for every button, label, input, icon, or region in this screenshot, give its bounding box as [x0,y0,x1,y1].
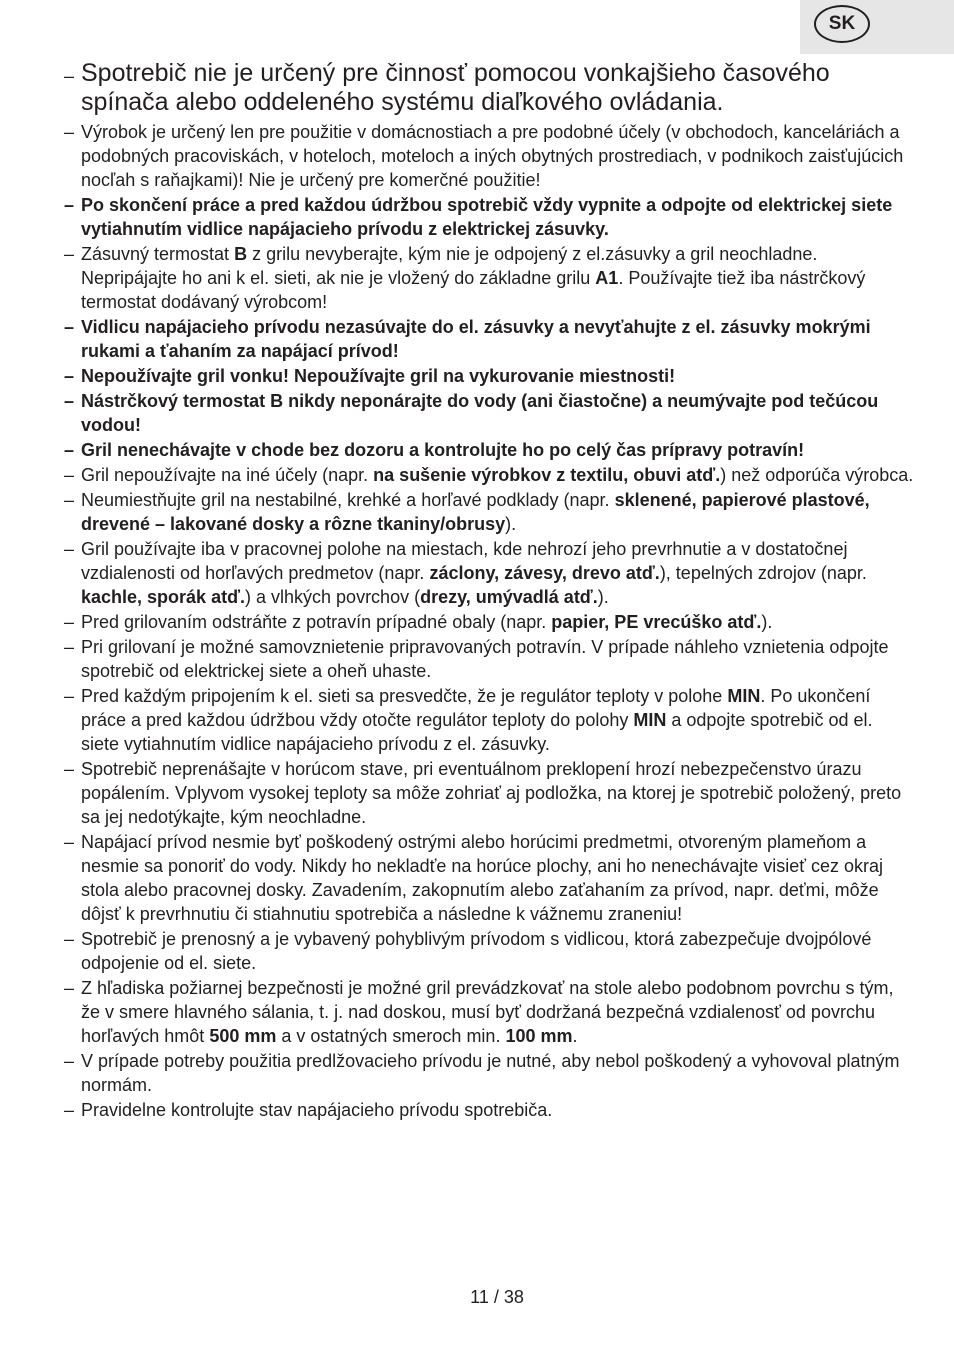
dash-bullet: – [64,122,75,142]
item-text: Gril nenechávajte v chode bez dozoru a kontrolujte ho po celý čas prípravy potravín! [81,440,805,460]
item-text: Pred grilovaním odstráňte z potravín prípadné obaly (napr. [81,612,552,632]
item-text: ). [761,612,773,632]
item-text-bold: drezy, umývadlá atď. [420,587,598,607]
list-item [64,1098,914,1122]
item-text: Pred každým pripojením k el. sieti sa presvedčte, že je regulátor teploty v polohe [81,686,728,706]
item-text-bold: kachle, sporák atď. [81,587,246,607]
list-item [64,364,914,388]
dash-bullet: – [64,391,75,411]
item-text: ), tepelných zdrojov (napr. [659,563,867,583]
language-badge: SK [814,5,870,43]
list-item [64,488,914,536]
list-item [64,242,914,314]
list-item [64,120,914,192]
item-text: Výrobok je určený len pre použitie v domácnostiach a pre podobné účely (v obchodoch, kanceláriách a podobných pracoviskách, v hoteloch, moteloch a iných obytných prostrediach, v podnikoch zaisťujúcich nocľah s raňajkami)! Nie je určený pre komerčné použitie! [81,122,904,190]
item-text: Spotrebič nie je určený pre činnosť pomocou vonkajšieho časového spínača alebo oddeleného systému diaľkového ovládania. [81,59,830,116]
item-text-bold: 100 mm [505,1026,573,1046]
item-text-bold: sklenené, papierové plastové, drevené – lakované dosky a rôzne tkaniny/obrusy [81,490,870,534]
item-text: . Po ukončení práce a pred každou údržbou vždy otočte regulátor teploty do polohy [81,686,871,730]
dash-bullet: – [64,465,75,485]
dash-bullet: – [64,66,75,86]
item-text-bold: A1 [595,268,619,288]
dash-bullet: – [64,637,75,657]
item-text: ). [597,587,609,607]
item-text-bold: 500 mm [209,1026,277,1046]
dash-bullet: – [64,686,75,706]
item-text: ) a vlhkých povrchov ( [245,587,421,607]
list-item [64,635,914,683]
item-text: Po skončení práce a pred každou údržbou spotrebič vždy vypnite a odpojte od elektrickej siete vytiahnutím vidlice napájacieho prívodu z elektrickej zásuvky. [81,195,893,239]
dash-bullet: – [64,366,75,386]
dash-bullet: – [64,1100,75,1120]
list-item [64,1049,914,1097]
dash-bullet: – [64,317,75,337]
item-text-bold: papier, PE vrecúško atď. [551,612,762,632]
list-item [64,59,914,117]
item-text: a v ostatných smeroch min. [276,1026,506,1046]
item-text: z grilu nevyberajte, kým nie je odpojený z el.zásuvky a gril neochladne. Nepripájajte ho ani k el. sieti, ak nie je vložený do základne grilu [81,244,818,288]
item-text: ) než odporúča výrobca. [720,465,914,485]
language-tab [800,0,954,54]
list-item [64,684,914,756]
list-item [64,463,914,487]
item-text: . Používajte tiež iba nástrčkový termostat dodávaný výrobcom! [81,268,866,312]
item-text: Vidlicu napájacieho prívodu nezasúvajte do el. zásuvky a nevyťahujte z el. zásuvky mokrými rukami a ťahaním za napájací prívod! [81,317,871,361]
item-text: Spotrebič je prenosný a je vybavený pohyblivým prívodom s vidlicou, ktorá zabezpečuje dvojpólové odpojenie od el. siete. [81,929,872,973]
safety-instructions [64,59,914,1123]
item-text: V prípade potreby použitia predlžovacieho prívodu je nutné, aby nebol poškodený a vyhovoval platným normám. [81,1051,900,1095]
dash-bullet: – [64,539,75,559]
dash-bullet: – [64,244,75,264]
item-text-bold: MIN [727,686,761,706]
dash-bullet: – [64,978,75,998]
list-item [64,193,914,241]
dash-bullet: – [64,1051,75,1071]
dash-bullet: – [64,612,75,632]
item-text: ). [505,514,517,534]
item-text-bold: MIN [633,710,667,730]
list-item [64,610,914,634]
item-text: Nepoužívajte gril vonku! Nepoužívajte gril na vykurovanie miestnosti! [81,366,676,386]
item-text: Pri grilovaní je možné samovznietenie pripravovaných potravín. V prípade náhleho vznietenia odpojte spotrebič od elektrickej siete a oheň uhaste. [81,637,889,681]
dash-bullet: – [64,832,75,852]
list-item [64,315,914,363]
item-text-bold: na sušenie výrobkov z textilu, obuvi atď. [373,465,721,485]
item-text: Neumiestňujte gril na nestabilné, krehké a horľavé podklady (napr. [81,490,615,510]
item-text: Gril nepoužívajte na iné účely (napr. [81,465,374,485]
dash-bullet: – [64,490,75,510]
item-text-bold: B [234,244,248,264]
dash-bullet: – [64,195,75,215]
item-text: Zásuvný termostat [81,244,235,264]
list-item [64,757,914,829]
dash-bullet: – [64,929,75,949]
item-text: Nástrčkový termostat B nikdy neponárajte do vody (ani čiastočne) a neumývajte pod tečúcou vodou! [81,391,879,435]
list-item [64,537,914,609]
item-text: Napájací prívod nesmie byť poškodený ostrými alebo horúcimi predmetmi, otvoreným plameňom a nesmie sa ponoriť do vody. Nikdy ho nekladťe na horúce plochy, ani ho nenechávajte visieť cez okraj stola alebo pracovnej dosky. Zavadením, zakopnutím alebo zaťahaním za prívod, napr. deťmi, môže dôjsť k prevrhnutiu či stiahnutiu spotrebiča a následne k vážnemu zraneniu! [81,832,884,924]
item-text: Z hľadiska požiarnej bezpečnosti je možné gril prevádzkovať na stole alebo podobnom povrchu s tým, že v smere hlavného sálania, t. j. nad doskou, musí byť dodržaná bezpečná vzdialenosť od povrchu horľavých hmôt [81,978,894,1046]
item-text: Gril používajte iba v pracovnej polohe na miestach, kde nehrozí jeho prevrhnutie a v dostatočnej vzdialenosti od horľavých predmetov (napr. [81,539,848,583]
page-number: 11 / 38 [470,1287,524,1307]
list-item [64,389,914,437]
item-text: Pravidelne kontrolujte stav napájacieho prívodu spotrebiča. [81,1100,553,1120]
item-text: a odpojte spotrebič od el. siete vytiahnutím vidlice napájacieho prívodu z el. zásuvky. [81,710,873,754]
item-text: . [572,1026,578,1046]
dash-bullet: – [64,759,75,779]
item-text: Spotrebič neprenášajte v horúcom stave, pri eventuálnom preklopení hrozí nebezpečenstvo úrazu popálením. Vplyvom vysokej teploty sa môže zohriať aj podložka, na ktorej je spotrebič položený, preto sa jej nedotýkajte, kým neochladne. [81,759,902,827]
list-item [64,976,914,1048]
item-text-bold: záclony, závesy, drevo atď. [429,563,660,583]
list-item [64,438,914,462]
list-item [64,830,914,926]
dash-bullet: – [64,440,75,460]
list-item [64,927,914,975]
